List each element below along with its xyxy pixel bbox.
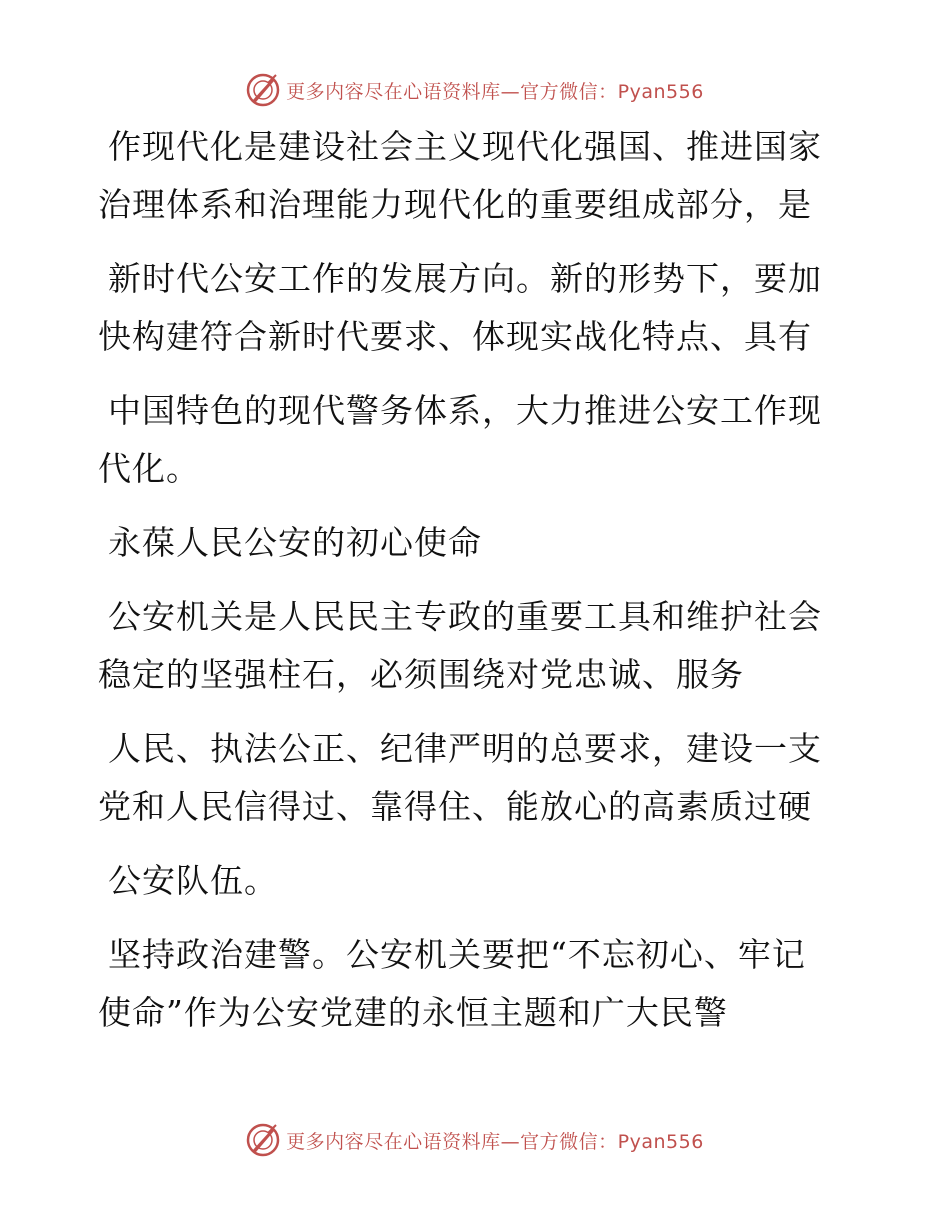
text-line: 人民、执法公正、纪律严明的总要求，建设一支: [108, 729, 822, 768]
text-line: 坚持政治建警。公安机关要把“不忘初心、牢记: [108, 935, 806, 974]
text-line: 使命”作为公安党建的永恒主题和广大民警: [98, 993, 728, 1032]
quill-logo-icon: [246, 1123, 280, 1157]
text-line: 公安机关是人民民主专政的重要工具和维护社会: [108, 597, 822, 636]
quill-logo-icon: [246, 73, 280, 107]
document-body: [98, 118, 838, 1042]
text-line: 治理体系和治理能力现代化的重要组成部分，是: [98, 185, 812, 224]
text-line: 快构建符合新时代要求、体现实战化特点、具有: [98, 317, 812, 356]
text-line: 中国特色的现代警务体系，大力推进公安工作现: [108, 391, 822, 430]
banner-text: 更多内容尽在心语资料库—官方微信：Pyan556: [286, 80, 704, 103]
text-line: 党和人民信得过、靠得住、能放心的高素质过硬: [98, 787, 812, 826]
text-line: 代化。: [98, 449, 200, 488]
header-banner: [0, 68, 950, 112]
section-heading: 永葆人民公安的初心使命: [108, 523, 482, 562]
text-line: 作现代化是建设社会主义现代化强国、推进国家: [108, 127, 822, 166]
text-line: 新时代公安工作的发展方向。新的形势下，要加: [108, 259, 822, 298]
banner-text: 更多内容尽在心语资料库—官方微信：Pyan556: [286, 1130, 704, 1153]
text-line: 公安队伍。: [108, 861, 278, 900]
body-text: [98, 118, 838, 1042]
text-line: 稳定的坚强柱石，必须围绕对党忠诚、服务: [98, 655, 744, 694]
footer-banner: [0, 1118, 950, 1162]
